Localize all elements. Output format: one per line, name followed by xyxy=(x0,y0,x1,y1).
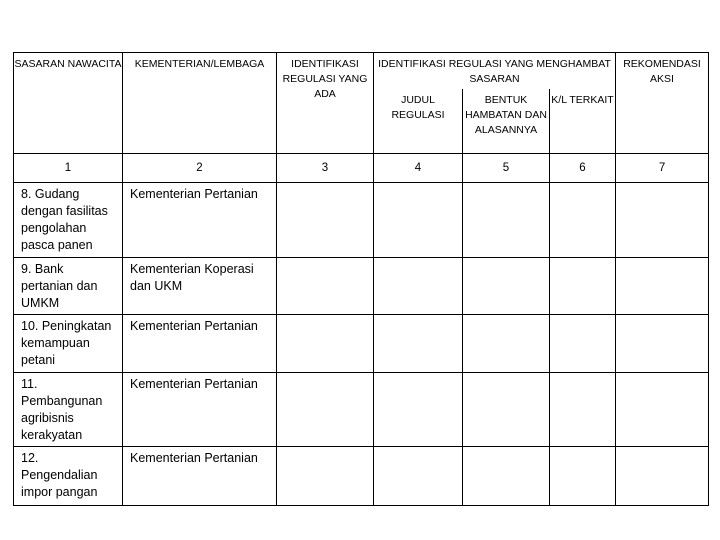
kl-terkait-cell xyxy=(550,447,616,506)
kl-terkait-cell xyxy=(550,257,616,315)
identifikasi-ada-cell xyxy=(277,372,374,447)
header-row-top xyxy=(14,53,709,89)
identifikasi-ada-cell xyxy=(277,447,374,506)
header-identifikasi-regulasi-menghambat: IDENTIFIKASI REGULASI YANG MENGHAMBAT SASARAN xyxy=(374,53,616,89)
bentuk-hambatan-cell xyxy=(463,315,550,373)
sasaran-cell: 12. Pengendalian impor pangan xyxy=(14,447,123,506)
column-number: 5 xyxy=(463,153,550,182)
header-kl-terkait: K/L TERKAIT xyxy=(550,89,616,154)
header-rekomendasi-aksi: REKOMENDASI AKSI xyxy=(616,53,709,154)
sasaran-cell: 10. Peningkatan kemampuan petani xyxy=(14,315,123,373)
kl-terkait-cell xyxy=(550,183,616,258)
bentuk-hambatan-cell xyxy=(463,257,550,315)
table-row xyxy=(14,447,709,506)
header-judul-regulasi: JUDUL REGULASI xyxy=(374,89,463,154)
table-row xyxy=(14,183,709,258)
column-number: 1 xyxy=(14,153,123,182)
table-row xyxy=(14,257,709,315)
judul-regulasi-cell xyxy=(374,447,463,506)
identifikasi-ada-cell xyxy=(277,315,374,373)
kementerian-cell: Kementerian Pertanian xyxy=(123,372,277,447)
rekomendasi-cell xyxy=(616,257,709,315)
column-number: 2 xyxy=(123,153,277,182)
header-kementerian-lembaga: KEMENTERIAN/LEMBAGA xyxy=(123,53,277,154)
sasaran-cell: 9. Bank pertanian dan UMKM xyxy=(14,257,123,315)
table-row xyxy=(14,372,709,447)
judul-regulasi-cell xyxy=(374,183,463,258)
rekomendasi-cell xyxy=(616,315,709,373)
identifikasi-ada-cell xyxy=(277,257,374,315)
sasaran-cell: 8. Gudang dengan fasilitas pengolahan pasca panen xyxy=(14,183,123,258)
sasaran-cell: 11. Pembangunan agribisnis kerakyatan xyxy=(14,372,123,447)
bentuk-hambatan-cell xyxy=(463,447,550,506)
header-identifikasi-regulasi-ada: IDENTIFIKASI REGULASI YANG ADA xyxy=(277,53,374,154)
column-number: 3 xyxy=(277,153,374,182)
kl-terkait-cell xyxy=(550,372,616,447)
column-number: 7 xyxy=(616,153,709,182)
kementerian-cell: Kementerian Pertanian xyxy=(123,315,277,373)
kementerian-cell: Kementerian Koperasi dan UKM xyxy=(123,257,277,315)
kl-terkait-cell xyxy=(550,315,616,373)
table-row xyxy=(14,315,709,373)
header-sasaran-nawacita: SASARAN NAWACITA xyxy=(14,53,123,154)
rekomendasi-cell xyxy=(616,447,709,506)
judul-regulasi-cell xyxy=(374,257,463,315)
judul-regulasi-cell xyxy=(374,372,463,447)
header-bentuk-hambatan: BENTUK HAMBATAN DAN ALASANNYA xyxy=(463,89,550,154)
identifikasi-ada-cell xyxy=(277,183,374,258)
bentuk-hambatan-cell xyxy=(463,183,550,258)
judul-regulasi-cell xyxy=(374,315,463,373)
rekomendasi-cell xyxy=(616,372,709,447)
kementerian-cell: Kementerian Pertanian xyxy=(123,183,277,258)
column-number-row xyxy=(14,153,709,182)
bentuk-hambatan-cell xyxy=(463,372,550,447)
column-number: 4 xyxy=(374,153,463,182)
kementerian-cell: Kementerian Pertanian xyxy=(123,447,277,506)
column-number: 6 xyxy=(550,153,616,182)
regulation-table xyxy=(13,52,709,506)
rekomendasi-cell xyxy=(616,183,709,258)
